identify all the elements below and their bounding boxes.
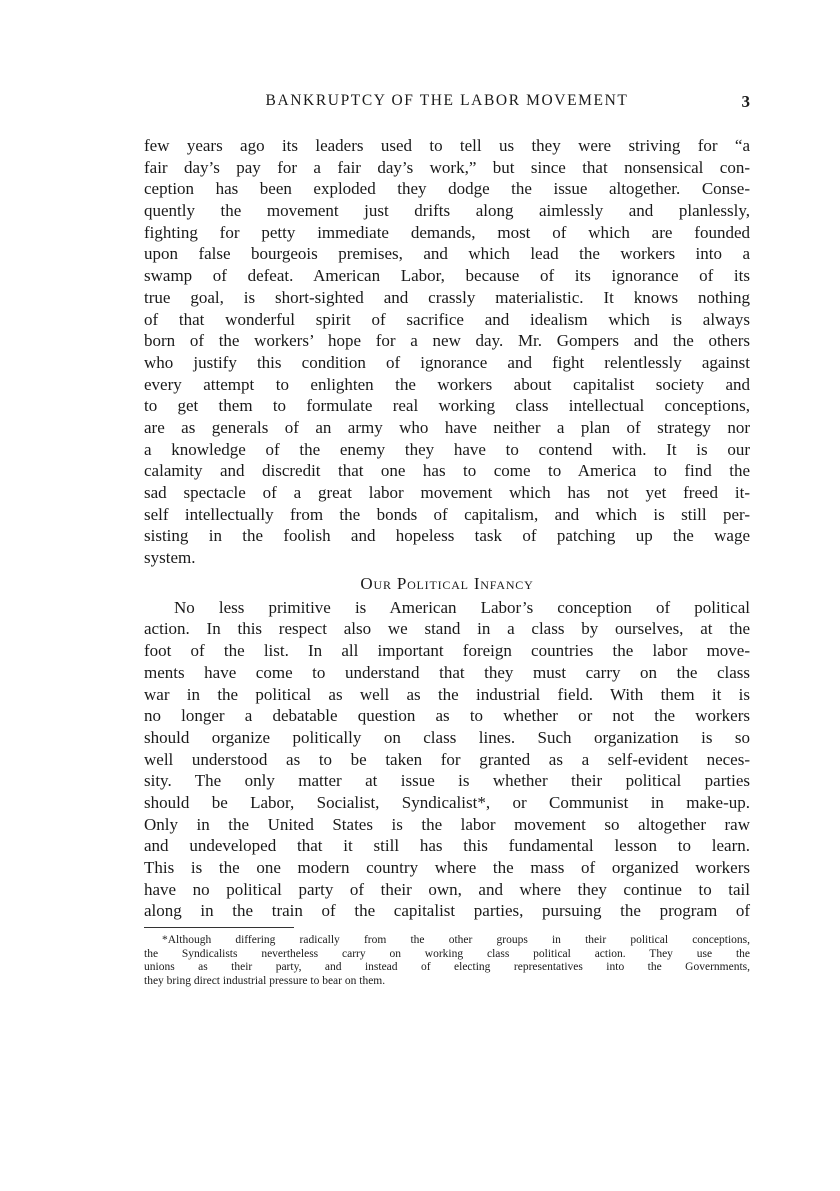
text-line: upon false bourgeois premises, and which lead the workers into a [144, 244, 750, 264]
text-line: are as generals of an army who have neither a plan of strategy nor [144, 417, 750, 437]
body-text [144, 135, 750, 922]
text-line: No less primitive is American Labor’s conception of political [174, 597, 750, 617]
footnote-rule [144, 927, 294, 928]
text-line: a knowledge of the enemy they have to contend with. It is our [144, 439, 750, 459]
text-line: no longer a debatable question as to whether or not the workers [144, 706, 750, 726]
text-line: ception has been exploded they dodge the issue altogether. Conse- [144, 179, 750, 199]
section-heading: Our Political Infancy [360, 573, 534, 593]
text-line: fair day’s pay for a fair day’s work,” but since that nonsensical con- [144, 157, 750, 177]
text-line: fighting for petty immediate demands, most of which are founded [144, 222, 750, 242]
paragraph-2 [144, 597, 750, 922]
text-line: action. In this respect also we stand in a class by ourselves, at the [144, 619, 750, 639]
page-number: 3 [741, 92, 750, 111]
text-line: and undeveloped that it still has this fundamental lesson to learn. [144, 836, 750, 856]
text-line: quently the movement just drifts along aimlessly and planlessly, [144, 201, 750, 221]
footnote-line: the Syndicalists nevertheless carry on working class political action. They use the [144, 947, 750, 960]
running-title: BANKRUPTCY OF THE LABOR MOVEMENT [265, 92, 629, 109]
text-line: foot of the list. In all important foreign countries the labor move- [144, 641, 750, 661]
text-line: system. [144, 548, 196, 568]
text-line: should organize politically on class lines. Such organization is so [144, 727, 750, 747]
footnote-line: unions as their party, and instead of electing representatives into the Governments, [144, 961, 750, 973]
text-line: have no political party of their own, and where they continue to tail [144, 879, 750, 899]
text-line: few years ago its leaders used to tell us they were striving for “a [144, 136, 750, 155]
text-line: sity. The only matter at issue is whether their political parties [144, 771, 750, 791]
text-line: should be Labor, Socialist, Syndicalist*, or Communist in make-up. [144, 792, 750, 812]
text-line: ments have come to understand that they must carry on the class [144, 662, 750, 682]
text-line: self intellectually from the bonds of capitalism, and which is still per- [144, 504, 750, 524]
paragraph-1 [144, 135, 750, 569]
text-line: This is the one modern country where the mass of organized workers [144, 858, 750, 877]
text-line: born of the workers’ hope for a new day. Mr. Gompers and the others [144, 331, 750, 351]
text-line: of that wonderful spirit of sacrifice and idealism which is always [144, 309, 750, 329]
text-line: every attempt to enlighten the workers about capitalist society and [144, 374, 750, 394]
text-line: along in the train of the capitalist parties, pursuing the program of [144, 901, 750, 921]
text-line: calamity and discredit that one has to come to America to find the [144, 461, 750, 481]
text-line: swamp of defeat. American Labor, because of its ignorance of its [144, 266, 750, 286]
text-line: well understood as to be taken for granted as a self-evident neces- [144, 749, 750, 769]
text-line: sisting in the foolish and hopeless task of patching up the wage [144, 526, 750, 546]
text-line: to get them to formulate real working class intellectual conceptions, [144, 396, 750, 416]
text-line: Only in the United States is the labor movement so altogether raw [144, 814, 750, 834]
running-head [144, 92, 750, 116]
text-line: war in the political as well as the industrial field. With them it is [144, 684, 750, 704]
footnote [144, 934, 750, 988]
text-line: sad spectacle of a great labor movement which has not yet freed it- [144, 483, 750, 502]
footnote-line: *Although differing radically from the other groups in their political conceptions, [162, 934, 750, 946]
text-line: who justify this condition of ignorance and fight relentlessly against [144, 352, 750, 372]
text-line: true goal, is short-sighted and crassly materialistic. It knows nothing [144, 287, 750, 307]
footnote-line: they bring direct industrial pressure to bear on them. [144, 974, 386, 987]
